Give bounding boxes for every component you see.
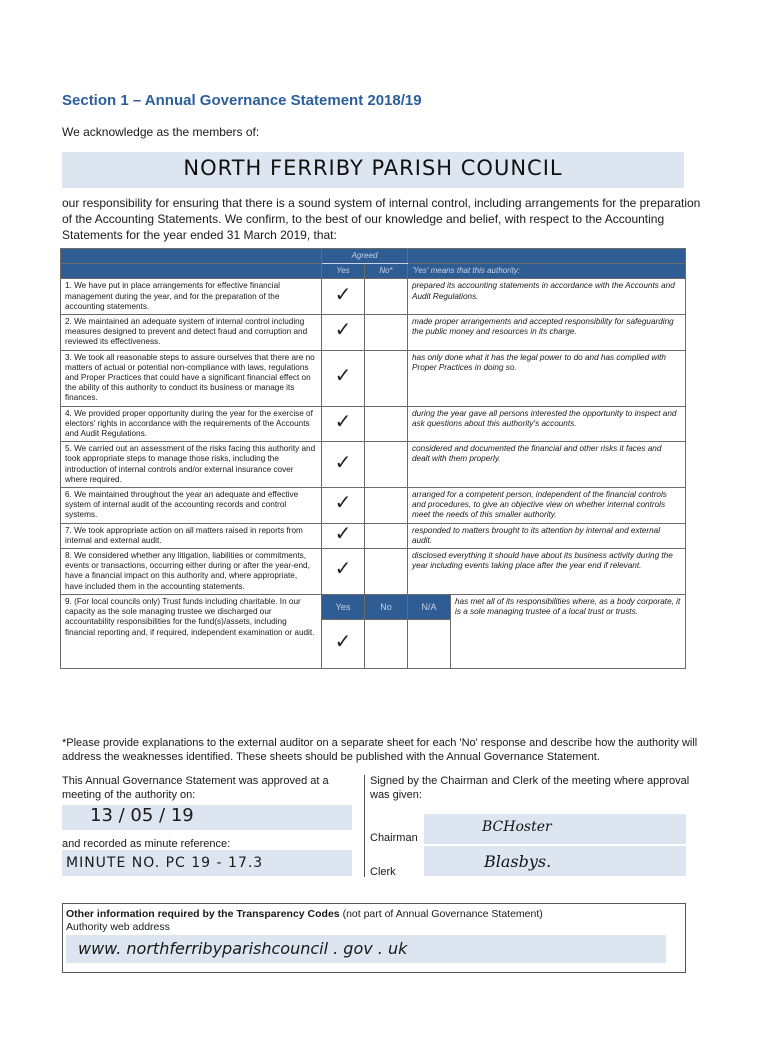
table-row	[61, 549, 686, 595]
no-header: No*	[365, 264, 408, 279]
checkmark-icon: ✓	[334, 451, 352, 474]
statement-cell: 2. We maintained an adequate system of internal control including measures designed to prevent and detect fraud and corruption and reviewed its effectiveness.	[61, 315, 322, 351]
no-header-9: No	[365, 594, 408, 619]
answer-cell: disclosed everything it should have about its business activity during the year including events taking place after the year end if relevant.	[408, 549, 686, 595]
means-header: 'Yes' means that this authority:	[408, 264, 686, 279]
divider	[364, 775, 365, 877]
no-checkbox[interactable]	[365, 442, 408, 488]
yes-checkbox[interactable]	[322, 549, 365, 595]
yes-header: Yes	[322, 264, 365, 279]
checkmark-icon: ✓	[334, 319, 352, 342]
intro-text: our responsibility for ensuring that there is a sound system of internal control, including arrangements for the preparation of the Accounting Statements. We confirm, to the best of our knowledge and belief, with respect to the Accounting Statements for the year ended 31 March 2019, that:	[62, 196, 701, 242]
no-checkbox[interactable]	[365, 523, 408, 548]
yes-header-9: Yes	[322, 594, 365, 619]
web-address: www. northferribyparishcouncil . gov . uk	[78, 939, 408, 958]
yes-checkbox[interactable]	[322, 523, 365, 548]
council-name-field[interactable]	[62, 152, 684, 188]
na-checkbox[interactable]	[408, 619, 451, 668]
checkmark-icon: ✓	[334, 410, 352, 433]
web-address-label: Authority web address	[66, 921, 170, 933]
no-checkbox[interactable]	[365, 488, 408, 524]
clerk-signature-field[interactable]	[424, 846, 686, 876]
statement-cell: 7. We took appropriate action on all matters raised in reports from internal and external audit.	[61, 523, 322, 548]
approved-text: This Annual Governance Statement was approved at a meeting of the authority on:	[62, 775, 329, 801]
yes-checkbox[interactable]	[322, 442, 365, 488]
answer-cell: has only done what it has the legal power to do and has complied with Proper Practices in doing so.	[408, 350, 686, 406]
footnote: *Please provide explanations to the external auditor on a separate sheet for each 'No' response and describe how the authority will address the weaknesses identified. These sheets should be published with the Annual Governance Statement.	[62, 737, 698, 763]
no-checkbox[interactable]	[365, 406, 408, 442]
yes-checkbox[interactable]	[322, 488, 365, 524]
table-row	[61, 279, 686, 315]
checkmark-icon: ✓	[334, 522, 352, 545]
table-header-agreed	[61, 249, 686, 264]
checkmark-icon: ✓	[334, 558, 352, 581]
governance-table	[60, 248, 686, 669]
answer-cell: made proper arrangements and accepted responsibility for safeguarding the public money and resources in its charge.	[408, 315, 686, 351]
chairman-signature-field[interactable]	[424, 814, 686, 844]
no-checkbox[interactable]	[365, 279, 408, 315]
clerk-signature: Blasbys.	[484, 852, 552, 871]
yes-checkbox[interactable]	[322, 619, 365, 668]
table-row	[61, 523, 686, 548]
transparency-title-rest: (not part of Annual Governance Statement)	[339, 908, 543, 920]
acknowledge-text: We acknowledge as the members of:	[62, 125, 260, 139]
statement-cell: 1. We have put in place arrangements for effective financial management during the year, and for the preparation of the accounting statements.	[61, 279, 322, 315]
no-checkbox[interactable]	[365, 549, 408, 595]
yes-checkbox[interactable]	[322, 350, 365, 406]
checkmark-icon: ✓	[334, 630, 352, 653]
chairman-signature: BCHoster	[482, 819, 552, 835]
checkmark-icon: ✓	[334, 492, 352, 515]
answer-cell: considered and documented the financial and other risks it faces and dealt with them properly.	[408, 442, 686, 488]
statement-cell: 3. We took all reasonable steps to assure ourselves that there are no matters of actual or potential non-compliance with laws, regulations and Proper Practices that could have a significant financial effect on the ability of this authority to conduct its business or manage its finances.	[61, 350, 322, 406]
signed-text: Signed by the Chairman and Clerk of the meeting where approval was given:	[370, 775, 690, 801]
answer-cell: arranged for a competent person, independent of the financial controls and procedures, to give an objective view on whether internal controls meet the needs of this smaller authority.	[408, 488, 686, 524]
table-header	[61, 264, 686, 279]
statement-cell: 4. We provided proper opportunity during the year for the exercise of electors' rights in accordance with the requirements of the Accounts and Audit Regulations.	[61, 406, 322, 442]
table-row-9	[61, 594, 686, 619]
no-checkbox[interactable]	[365, 350, 408, 406]
clerk-label: Clerk	[370, 866, 396, 878]
section-title: Section 1 – Annual Governance Statement 2018/19	[62, 92, 422, 109]
checkmark-icon: ✓	[334, 365, 352, 388]
yes-checkbox[interactable]	[322, 315, 365, 351]
table-row	[61, 442, 686, 488]
transparency-title-bold: Other information required by the Transparency Codes	[66, 908, 340, 920]
table-row	[61, 350, 686, 406]
answer-cell: responded to matters brought to its attention by internal and external audit.	[408, 523, 686, 548]
no-checkbox[interactable]	[365, 619, 408, 668]
minute-reference: MINUTE NO. PC 19 - 17.3	[66, 855, 264, 871]
no-checkbox[interactable]	[365, 315, 408, 351]
statement-cell: 6. We maintained throughout the year an adequate and effective system of internal audit of the accounting records and control systems.	[61, 488, 322, 524]
chairman-label: Chairman	[370, 832, 418, 844]
statement-cell: 8. We considered whether any litigation, liabilities or commitments, events or transactions, occurring either during or after the year-end, have a financial impact on this authority and, where appropriate, have included them in the accounting statements.	[61, 549, 322, 595]
minute-label: and recorded as minute reference:	[62, 838, 231, 850]
yes-checkbox[interactable]	[322, 406, 365, 442]
na-header-9: N/A	[408, 594, 451, 619]
answer-cell: prepared its accounting statements in accordance with the Accounts and Audit Regulations.	[408, 279, 686, 315]
transparency-title	[66, 908, 543, 920]
approval-date: 13 / 05 / 19	[90, 805, 194, 826]
table-row	[61, 406, 686, 442]
checkmark-icon: ✓	[334, 283, 352, 306]
statement-cell: 5. We carried out an assessment of the risks facing this authority and took appropriate steps to manage those risks, including the introduction of internal controls and/or external insurance cover where required.	[61, 442, 322, 488]
table-row	[61, 488, 686, 524]
council-name: NORTH FERRIBY PARISH COUNCIL	[183, 156, 563, 180]
answer-cell: has met all of its responsibilities where, as a body corporate, it is a sole managing trustee of a local trust or trusts.	[451, 594, 686, 668]
table-row	[61, 315, 686, 351]
yes-checkbox[interactable]	[322, 279, 365, 315]
agreed-header: Agreed	[322, 249, 408, 264]
statement-cell: 9. (For local councils only) Trust funds including charitable. In our capacity as the sole managing trustee we discharged our accountability responsibilities for the fund(s)/assets, including financial reporting and, if required, independent examination or audit.	[61, 594, 322, 668]
answer-cell: during the year gave all persons interested the opportunity to inspect and ask questions about this authority's accounts.	[408, 406, 686, 442]
